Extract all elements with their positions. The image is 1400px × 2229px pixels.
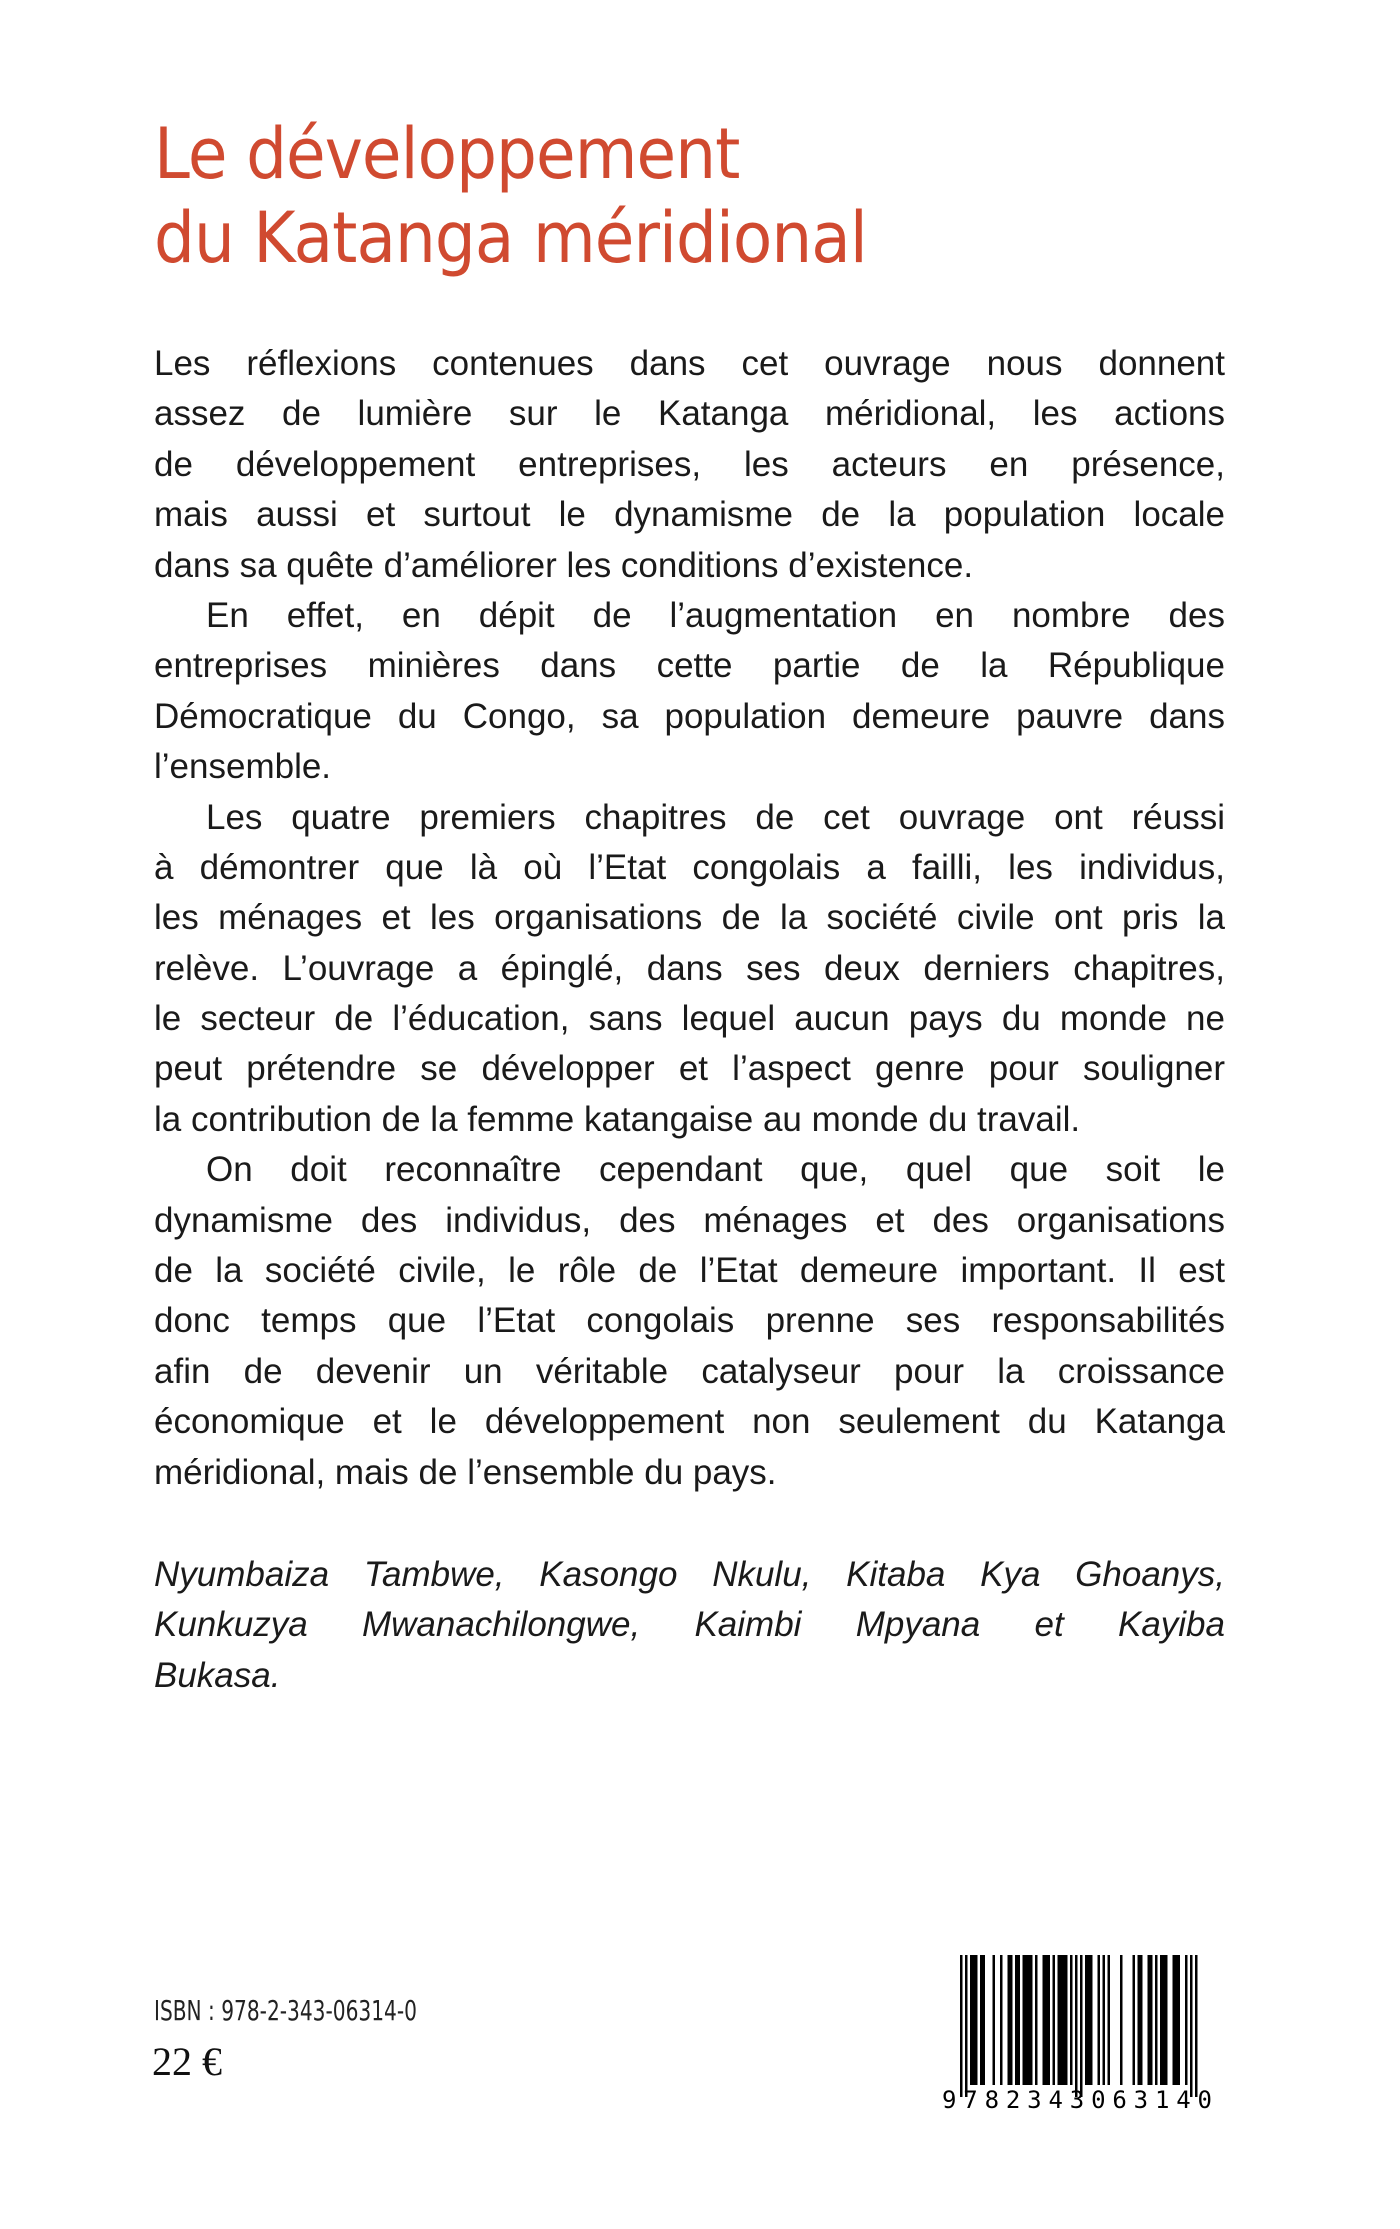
barcode-bar xyxy=(960,1955,963,2097)
barcode-bar xyxy=(1155,1955,1158,2085)
authors-line: Kunkuzya Mwanachilongwe, Kaimbi Mpyana et Kayiba xyxy=(154,1605,1225,1645)
barcode-bar xyxy=(1075,1955,1078,2097)
book-title xyxy=(154,112,929,280)
barcode-bar xyxy=(1010,1955,1013,2085)
barcode-bar xyxy=(980,1955,983,2085)
barcode-digits: 9782343063140 xyxy=(942,2086,1212,2114)
barcode-bar xyxy=(1163,1955,1166,2085)
barcode-bar xyxy=(1053,1955,1056,2085)
barcode-bar xyxy=(1070,1955,1073,2085)
paragraph-line: Les réflexions contenues dans cet ouvrage nous donnent xyxy=(154,344,1225,383)
barcode-bar xyxy=(1173,1955,1176,2085)
barcode-bar xyxy=(970,1955,973,2085)
barcode-bar xyxy=(1085,1955,1088,2085)
barcode-bar xyxy=(1030,1955,1033,2085)
barcode-bar xyxy=(1165,1955,1168,2085)
barcode-bar xyxy=(1120,1955,1123,2085)
barcode-bar xyxy=(1160,1955,1163,2085)
barcode-bar xyxy=(1018,1955,1021,2085)
barcode-bar xyxy=(1090,1955,1093,2085)
paragraph-line: assez de lumière sur le Katanga méridional, les actions xyxy=(154,394,1225,434)
barcode-bar xyxy=(1148,1955,1151,2085)
paragraph-line: Les quatre premiers chapitres de cet ouvrage ont réussi xyxy=(206,797,1225,837)
barcode-bar xyxy=(1045,1955,1048,2085)
barcode-bar xyxy=(1140,1955,1143,2085)
isbn: ISBN : 978-2-343-06314-0 xyxy=(154,1994,417,2027)
barcode-bar xyxy=(1138,1955,1141,2085)
authors-line: Nyumbaiza Tambwe, Kasongo Nkulu, Kitaba Kya Ghoanys, xyxy=(154,1555,1225,1594)
barcode-bar xyxy=(983,1955,986,2085)
barcode-bar xyxy=(1048,1955,1051,2085)
paragraph-line: le secteur de l’éducation, sans lequel aucun pays du monde ne xyxy=(154,999,1225,1039)
barcode-bar xyxy=(1195,1955,1198,2097)
barcode-bar xyxy=(1025,1955,1028,2085)
title-line-2: du Katanga méridional xyxy=(154,197,867,279)
paragraph-line: la contribution de la femme katangaise au monde du travail. xyxy=(154,1099,1081,1139)
paragraph-line: Démocratique du Congo, sa population demeure pauvre dans xyxy=(154,696,1225,736)
barcode-bar xyxy=(1178,1955,1181,2085)
title-line-1: Le développement xyxy=(154,113,740,195)
authors-line: Bukasa. xyxy=(154,1655,281,1695)
barcode-bar xyxy=(1088,1955,1091,2085)
barcode-bar xyxy=(1023,1955,1026,2085)
barcode-bar xyxy=(1063,1955,1066,2085)
paragraph-line: entreprises minières dans cette partie de la République xyxy=(154,646,1225,686)
barcode-bar xyxy=(993,1955,996,2085)
barcode-bar xyxy=(1098,1955,1101,2085)
barcode-bar xyxy=(1185,1955,1188,2085)
barcode-bar xyxy=(1065,1955,1068,2085)
barcode-bar xyxy=(1008,1955,1011,2085)
paragraph-line: peut prétendre se développer et l’aspect genre pour souligner xyxy=(154,1049,1225,1089)
blurb-text xyxy=(154,339,1225,1498)
paragraph-line: mais aussi et surtout le dynamisme de la population locale xyxy=(154,495,1225,535)
barcode-bar xyxy=(1015,1955,1018,2085)
authors xyxy=(154,1550,1225,1701)
paragraph-line: méridional, mais de l’ensemble du pays. xyxy=(154,1452,777,1492)
barcode-bar xyxy=(1133,1955,1136,2085)
barcode-bar xyxy=(1043,1955,1046,2085)
paragraph-line: les ménages et les organisations de la société civile ont pris la xyxy=(154,898,1225,938)
barcode-bar xyxy=(1080,1955,1083,2097)
barcode-bar xyxy=(1035,1955,1038,2085)
barcode-bar xyxy=(975,1955,978,2085)
paragraph-line: de la société civile, le rôle de l’Etat demeure important. Il est xyxy=(154,1251,1225,1291)
paragraph-line: relève. L’ouvrage a épinglé, dans ses deux derniers chapitres, xyxy=(154,948,1225,988)
barcode-bar xyxy=(1190,1955,1193,2097)
barcode-bar xyxy=(1000,1955,1003,2085)
barcode xyxy=(940,1950,1235,2115)
barcode-bar xyxy=(1058,1955,1061,2085)
price: 22 € xyxy=(152,2039,222,2084)
paragraph-line: En effet, en dépit de l’augmentation en nombre des xyxy=(206,595,1225,635)
barcode-bar xyxy=(1108,1955,1111,2085)
barcode-bar xyxy=(973,1955,976,2085)
paragraph-line: donc temps que l’Etat congolais prenne ses responsabilités xyxy=(154,1301,1225,1341)
barcode-bar xyxy=(1175,1955,1178,2085)
paragraph-line: économique et le développement non seulement du Katanga xyxy=(154,1402,1225,1442)
paragraph-line: dans sa quête d’améliorer les conditions d’existence. xyxy=(154,545,974,585)
paragraph-line: On doit reconnaître cependant que, quel que soit le xyxy=(206,1150,1225,1190)
barcode-bar xyxy=(1150,1955,1153,2085)
barcode-bar xyxy=(1103,1955,1106,2085)
paragraph-line: dynamisme des individus, des ménages et des organisations xyxy=(154,1200,1225,1240)
paragraph-line: l’ensemble. xyxy=(154,747,332,787)
barcode-bar xyxy=(965,1955,968,2097)
barcode-bar xyxy=(1028,1955,1031,2085)
barcode-bar xyxy=(1060,1955,1063,2085)
paragraph-line: afin de devenir un véritable catalyseur pour la croissance xyxy=(154,1351,1225,1391)
paragraph-line: à démontrer que là où l’Etat congolais a failli, les individus, xyxy=(154,847,1225,887)
paragraph-line: de développement entreprises, les acteurs en présence, xyxy=(154,444,1225,484)
